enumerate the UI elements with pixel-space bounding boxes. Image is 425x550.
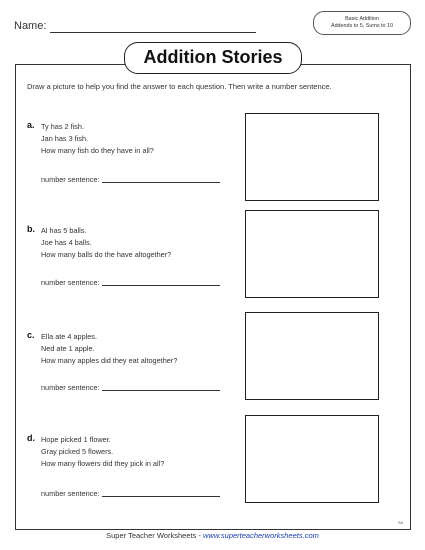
- name-blank-line[interactable]: [50, 32, 256, 33]
- page-title: Addition Stories: [124, 42, 302, 74]
- number-sentence-blank[interactable]: [102, 182, 220, 183]
- problem-line: Ned ate 1 apple.: [41, 344, 95, 353]
- number-sentence-blank[interactable]: [102, 496, 220, 497]
- problem-letter: c.: [27, 330, 35, 340]
- footer: [0, 531, 425, 540]
- number-sentence: [41, 278, 220, 287]
- footer-brand: Super Teacher Worksheets: [106, 531, 197, 540]
- number-sentence-label: number sentence:: [41, 278, 100, 287]
- number-sentence-label: number sentence:: [41, 175, 100, 184]
- name-row: [14, 20, 244, 36]
- problem-text: [41, 434, 164, 470]
- drawing-box-d[interactable]: [245, 415, 379, 503]
- problem-line: Ella ate 4 apples.: [41, 332, 97, 341]
- drawing-box-c[interactable]: [245, 312, 379, 400]
- drawing-box-a[interactable]: [245, 113, 379, 201]
- problem-line: How many fish do they have in all?: [41, 146, 154, 155]
- topic-badge-line1: Basic Addition: [345, 16, 379, 22]
- problem-letter: b.: [27, 224, 35, 234]
- page-code: S5: [398, 520, 403, 525]
- problem-line: Jan has 3 fish.: [41, 134, 89, 143]
- instructions: Draw a picture to help you find the answer to each question. Then write a number sentence.: [27, 82, 332, 91]
- number-sentence-label: number sentence:: [41, 489, 100, 498]
- problem-line: Gray picked 5 flowers.: [41, 447, 114, 456]
- problem-letter: d.: [27, 433, 35, 443]
- problem-line: How many balls do the have altogether?: [41, 250, 172, 259]
- problem-line: Ty has 2 fish.: [41, 122, 84, 131]
- footer-url-link[interactable]: www.superteacherworksheets.com: [202, 531, 319, 540]
- footer-separator: -: [196, 531, 203, 540]
- topic-badge: [313, 11, 411, 35]
- problem-line: How many apples did they eat altogether?: [41, 356, 178, 365]
- problem-text: [41, 121, 154, 157]
- number-sentence-blank[interactable]: [102, 390, 220, 391]
- drawing-box-b[interactable]: [245, 210, 379, 298]
- number-sentence: [41, 383, 220, 392]
- number-sentence-label: number sentence:: [41, 383, 100, 392]
- problem-line: Hope picked 1 flower.: [41, 435, 111, 444]
- number-sentence: [41, 489, 220, 498]
- topic-badge-line2: Addends to 5, Sums to 10: [330, 23, 394, 29]
- problem-text: [41, 225, 171, 261]
- problem-line: How many flowers did they pick in all?: [41, 459, 165, 468]
- number-sentence: [41, 175, 220, 184]
- name-label: Name:: [14, 20, 47, 32]
- problem-line: Al has 5 balls.: [41, 226, 87, 235]
- problem-line: Joe has 4 balls.: [41, 238, 92, 247]
- problem-letter: a.: [27, 120, 35, 130]
- problem-text: [41, 331, 177, 367]
- number-sentence-blank[interactable]: [102, 285, 220, 286]
